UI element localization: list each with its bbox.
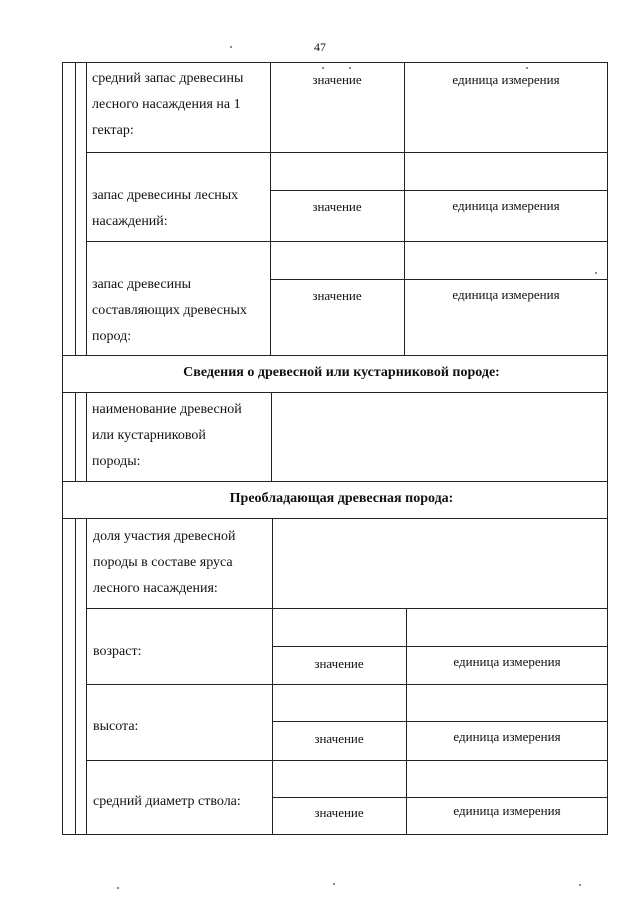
page-number: 47: [314, 40, 326, 54]
table-border-top: [62, 62, 608, 63]
label-line: или кустарниковой: [92, 428, 206, 443]
species-stock-label: [92, 272, 267, 350]
unit-header: единица измерения: [453, 654, 561, 669]
value-header: значение: [312, 72, 362, 87]
scan-speck: [230, 46, 232, 48]
row-separator: [86, 760, 608, 761]
scan-speck: [349, 67, 351, 69]
label-line: лесного насаждения:: [93, 581, 218, 596]
label-line: лесного насаждения на 1: [92, 97, 241, 112]
table-border-right: [607, 62, 608, 835]
value-header: значение: [314, 656, 364, 671]
value-header: значение: [312, 199, 362, 214]
label-line: запас древесины: [92, 277, 192, 292]
table-border-left: [62, 62, 63, 835]
stand-stock-label: [92, 183, 267, 235]
species-name-label: [92, 397, 267, 475]
label-line: насаждений:: [92, 214, 168, 229]
label-line: породы:: [92, 454, 141, 469]
margin-column-line: [75, 518, 76, 835]
margin-column-line: [86, 518, 87, 835]
subrow-separator: [272, 646, 608, 647]
unit-header: единица измерения: [453, 729, 561, 744]
share-label: [93, 524, 269, 602]
row-separator: [86, 241, 608, 242]
row-separator: [62, 392, 608, 393]
label-column-divider: [271, 392, 272, 481]
label-line: средний запас древесины: [92, 71, 244, 86]
row-separator: [86, 152, 608, 153]
height-label: высота:: [93, 719, 139, 734]
label-line: наименование древесной: [92, 402, 242, 417]
unit-header: единица измерения: [452, 287, 560, 302]
scan-speck: [322, 67, 324, 69]
scan-speck: [117, 887, 119, 889]
unit-header: единица измерения: [452, 72, 560, 87]
value-header: значение: [314, 731, 364, 746]
diameter-label: средний диаметр ствола:: [93, 794, 241, 809]
margin-column-line: [86, 392, 87, 481]
age-label: возраст:: [93, 644, 142, 659]
margin-column-line: [86, 62, 87, 355]
subrow-separator: [272, 797, 608, 798]
unit-header: единица измерения: [452, 198, 560, 213]
row-separator: [62, 518, 608, 519]
unit-header: единица измерения: [453, 803, 561, 818]
label-line: запас древесины лесных: [92, 188, 239, 203]
row-separator: [86, 684, 608, 685]
subrow-separator: [272, 721, 608, 722]
margin-column-line: [75, 62, 76, 355]
value-header: значение: [312, 288, 362, 303]
label-line: гектар:: [92, 123, 134, 138]
label-line: доля участия древесной: [93, 529, 236, 544]
section-heading: Преобладающая древесная порода:: [229, 491, 454, 506]
table-border-bottom: [62, 834, 608, 835]
value-header: значение: [314, 805, 364, 820]
label-column-divider: [272, 518, 273, 835]
scan-speck: [526, 67, 528, 69]
label-line: составляющих древесных: [92, 303, 247, 318]
scan-speck: [595, 272, 597, 274]
subrow-separator: [270, 279, 608, 280]
row-separator: [62, 355, 608, 356]
scan-speck: [333, 883, 335, 885]
avg-stock-label: [92, 66, 267, 144]
label-line: пород:: [92, 329, 132, 344]
row-separator: [62, 481, 608, 482]
margin-column-line: [75, 392, 76, 481]
scan-speck: [579, 884, 581, 886]
section-heading: Сведения о древесной или кустарниковой породе:: [183, 365, 500, 380]
row-separator: [86, 608, 608, 609]
label-line: породы в составе яруса: [93, 555, 233, 570]
subrow-separator: [270, 190, 608, 191]
